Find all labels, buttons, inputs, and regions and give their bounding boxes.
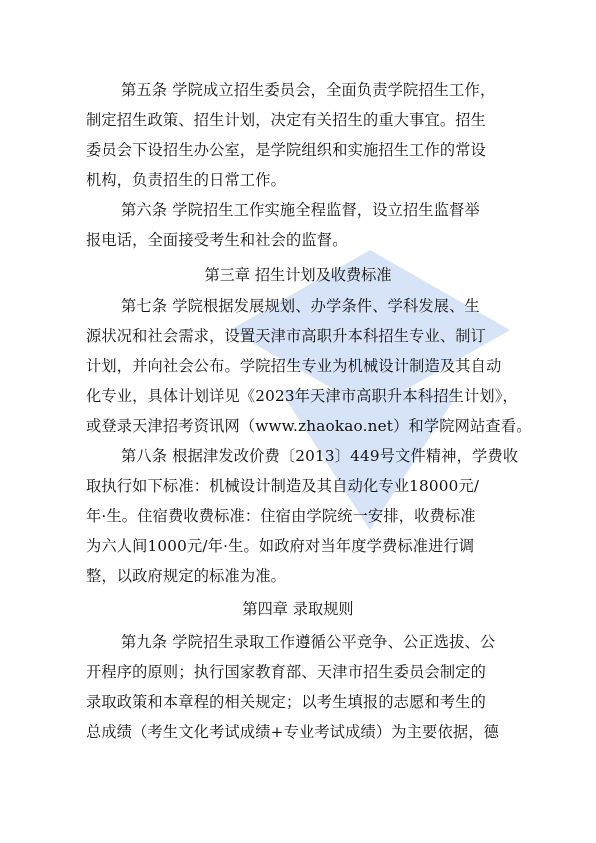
paragraph-line: 源状况和社会需求，设置天津市高职升本科招生专业、制订	[86, 327, 487, 345]
paragraph-line: 录取政策和本章程的相关规定；以考生填报的志愿和考生的	[86, 693, 487, 711]
paragraph-line: 或登录天津招考资讯网（www.zhaokao.net）和学院网站查看。	[86, 417, 532, 435]
paragraph-line: 计划，并向社会公布。学院招生专业为机械设计制造及其自动	[86, 357, 502, 375]
paragraph-line: 委员会下设招生办公室，是学院组织和实施招生工作的常设	[86, 141, 487, 159]
paragraph-line: 机构，负责招生的日常工作。	[86, 171, 287, 189]
paragraph-line: 为六人间1000元/年·生。如政府对当年度学费标准进行调	[86, 537, 475, 555]
paragraph-line: 整，以政府规定的标准为准。	[86, 567, 287, 585]
paragraph-line: 第七条 学院根据发展规划、办学条件、学科发展、生	[121, 297, 480, 315]
paragraph-line: 年·生。住宿费收费标准：住宿由学院统一安排，收费标准	[86, 507, 476, 525]
paragraph-line: 开程序的原则；执行国家教育部、天津市招生委员会制定的	[86, 663, 487, 681]
paragraph-line: 第九条 学院招生录取工作遵循公平竞争、公正选拔、公	[121, 633, 496, 651]
paragraph-line: 取执行如下标准：机械设计制造及其自动化专业18000元/	[86, 477, 480, 495]
chapter-heading: 第四章 录取规则	[242, 600, 354, 618]
paragraph-line: 报电话，全面接受考生和社会的监督。	[86, 231, 348, 249]
paragraph-line: 化专业，具体计划详见《2023年天津市高职升本科招生计划》，	[86, 387, 518, 405]
chapter-heading: 第三章 招生计划及收费标准	[204, 266, 392, 284]
paragraph-line: 第六条 学院招生工作实施全程监督，设立招生监督举	[121, 201, 480, 219]
paragraph-line: 制定招生政策、招生计划，决定有关招生的重大事宜。招生	[86, 111, 487, 129]
paragraph-line: 第五条 学院成立招生委员会，全面负责学院招生工作，	[121, 81, 496, 99]
paragraph-line: 第八条 根据津发改价费〔2013〕449号文件精神，学费收	[121, 447, 519, 465]
paragraph-line: 总成绩（考生文化考试成绩+专业考试成绩）为主要依据，德	[86, 723, 500, 741]
